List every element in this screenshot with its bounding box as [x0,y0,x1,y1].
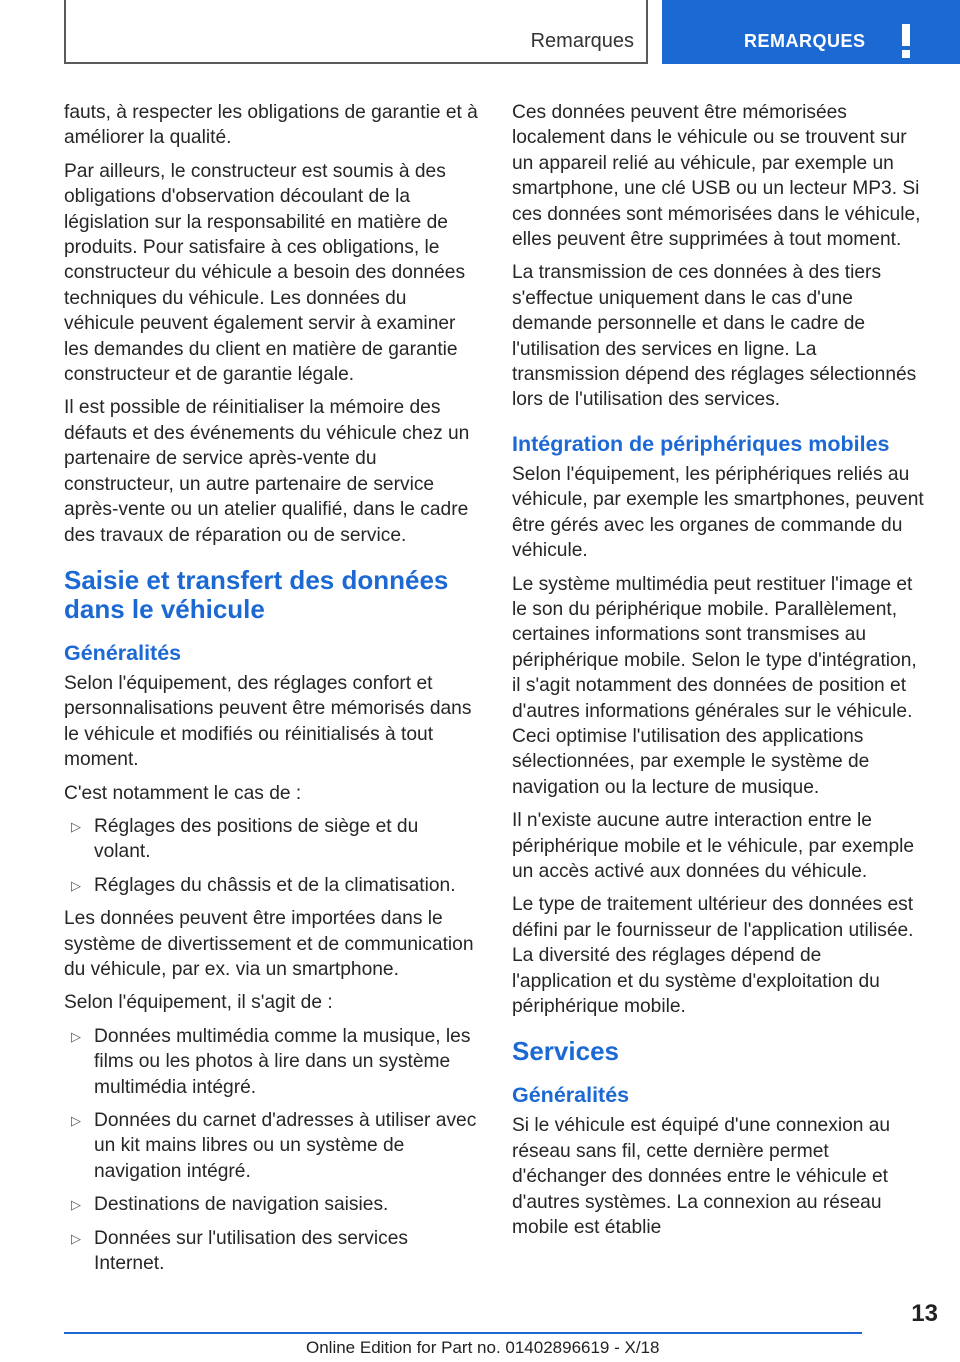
paragraph: Selon l'équipement, il s'agit de : [64,992,333,1014]
triangle-bullet-icon: ▷ [71,1230,81,1246]
header-tab-label: REMARQUES [744,31,866,51]
paragraph: Si le véhicule est équipé d'une connexion au réseau sans fil, cette dernière permet d'échanger des données entre le véhicule et d'autres systèmes. La connexion au réseau mobile est établie [512,1115,891,1239]
paragraph: Le système multimédia peut restituer l'image et le son du périphérique mobile. Parallèlement, certaines informations sont transmises au périphérique mobile. Selon le type d'intégration, il s'agit notamment des données de position et d'autres informations générales sur le véhicule. Ceci optimise l'utilisation des applications sélectionnées, par exemple le système de navigation ou la lecture de musique. [512,573,917,798]
right-column [512,100,926,1248]
paragraph: Par ailleurs, le constructeur est soumis à des obligations d'observation découlant de la législation sur la responsabilité en matière de produits. Pour satisfaire à ces obligations, le constructeur du véhicule a besoin des données techniques du véhicule. Les données du véhicule peuvent également servir à examiner les demandes du client en matière de garantie constructeur et de garantie légale. [64,160,466,386]
list-item [64,814,478,865]
header-chapter-box [64,0,648,64]
paragraph: Ces données peuvent être mémorisées localement dans le véhicule ou se trouvent sur un appareil relié au véhicule, par exemple un smartphone, une clé USB ou un lecteur MP3. Si ces données sont mémorisées dans le véhicule, elles peuvent être supprimées à tout moment. [512,102,921,251]
paragraph: Selon l'équipement, des réglages confort et personnalisations peuvent être mémorisés dans le véhicule et modifiés ou réinitialisés à tout moment. [64,672,472,771]
list-item [64,1024,478,1100]
footer-edition-text: Online Edition for Part no. 01402896619 - X/18 [306,1338,660,1357]
list-item [64,1192,478,1217]
header-chapter-title: Remarques [530,30,634,52]
paragraph: Le type de traitement ultérieur des données est défini par le fournisseur de l'application utilisée. La diversité des réglages dépend de l'application et du système d'exploitation du périphérique mobile. [512,894,914,1017]
list-item-text: Données sur l'utilisation des services Internet. [94,1227,409,1275]
paragraph: Les données peuvent être importées dans le système de divertissement et de communication du véhicule, par ex. via un smartphone. [64,908,474,980]
paragraph: La transmission de ces données à des tiers s'effectue uniquement dans le cas d'une demande personnelle et dans le cadre de l'utilisation des services en ligne. La transmission dépend des réglages sélectionnés lors de l'utilisation des services. [512,262,917,411]
paragraph: Il n'existe aucune autre interaction entre le périphérique mobile et le véhicule, par exemple un accès activé aux données du véhicule. [512,810,915,882]
paragraph: Il est possible de réinitialiser la mémoire des défauts et des événements du véhicule chez un partenaire de service après-vente du constructeur, un autre partenaire de service après-vente ou un atelier qualifié, dans le cadre des travaux de réparation ou de service. [64,397,470,546]
subsection-heading: Généralités [512,1083,630,1108]
list-item-text: Destinations de navigation saisies. [94,1194,389,1216]
list-item [64,1108,478,1184]
list-item [64,873,478,898]
exclamation-icon [897,24,915,58]
page-number: 13 [911,1300,938,1327]
list-item-text: Données du carnet d'adresses à utiliser avec un kit mains libres ou un système de navigation intégré. [94,1110,477,1182]
triangle-bullet-icon: ▷ [71,818,81,834]
triangle-bullet-icon: ▷ [71,1197,81,1213]
section-heading: Services [512,1036,619,1067]
footer-divider [64,1332,862,1334]
header-section-tab [662,0,960,64]
triangle-bullet-icon: ▷ [71,877,81,893]
paragraph: fauts, à respecter les obligations de garantie et à améliorer la qualité. [64,102,478,149]
subsection-heading: Intégration de périphériques mobiles [512,431,890,456]
list-item-text: Réglages du châssis et de la climatisation. [94,874,456,896]
left-column [64,100,478,1284]
list-item-text: Réglages des positions de siège et du volant. [94,815,419,863]
list-item-text: Données multimédia comme la musique, les films ou les photos à lire dans un système multimédia intégré. [94,1025,471,1098]
paragraph: C'est notamment le cas de : [64,782,302,804]
section-heading: Saisie et transfert des données dans le véhicule [64,564,449,624]
subsection-heading: Généralités [64,640,182,665]
triangle-bullet-icon: ▷ [71,1028,81,1044]
triangle-bullet-icon: ▷ [71,1113,81,1128]
list-item [64,1226,478,1277]
paragraph: Selon l'équipement, les périphériques reliés au véhicule, par exemple les smartphones, peuvent être gérés avec les organes de commande du véhicule. [512,463,924,562]
